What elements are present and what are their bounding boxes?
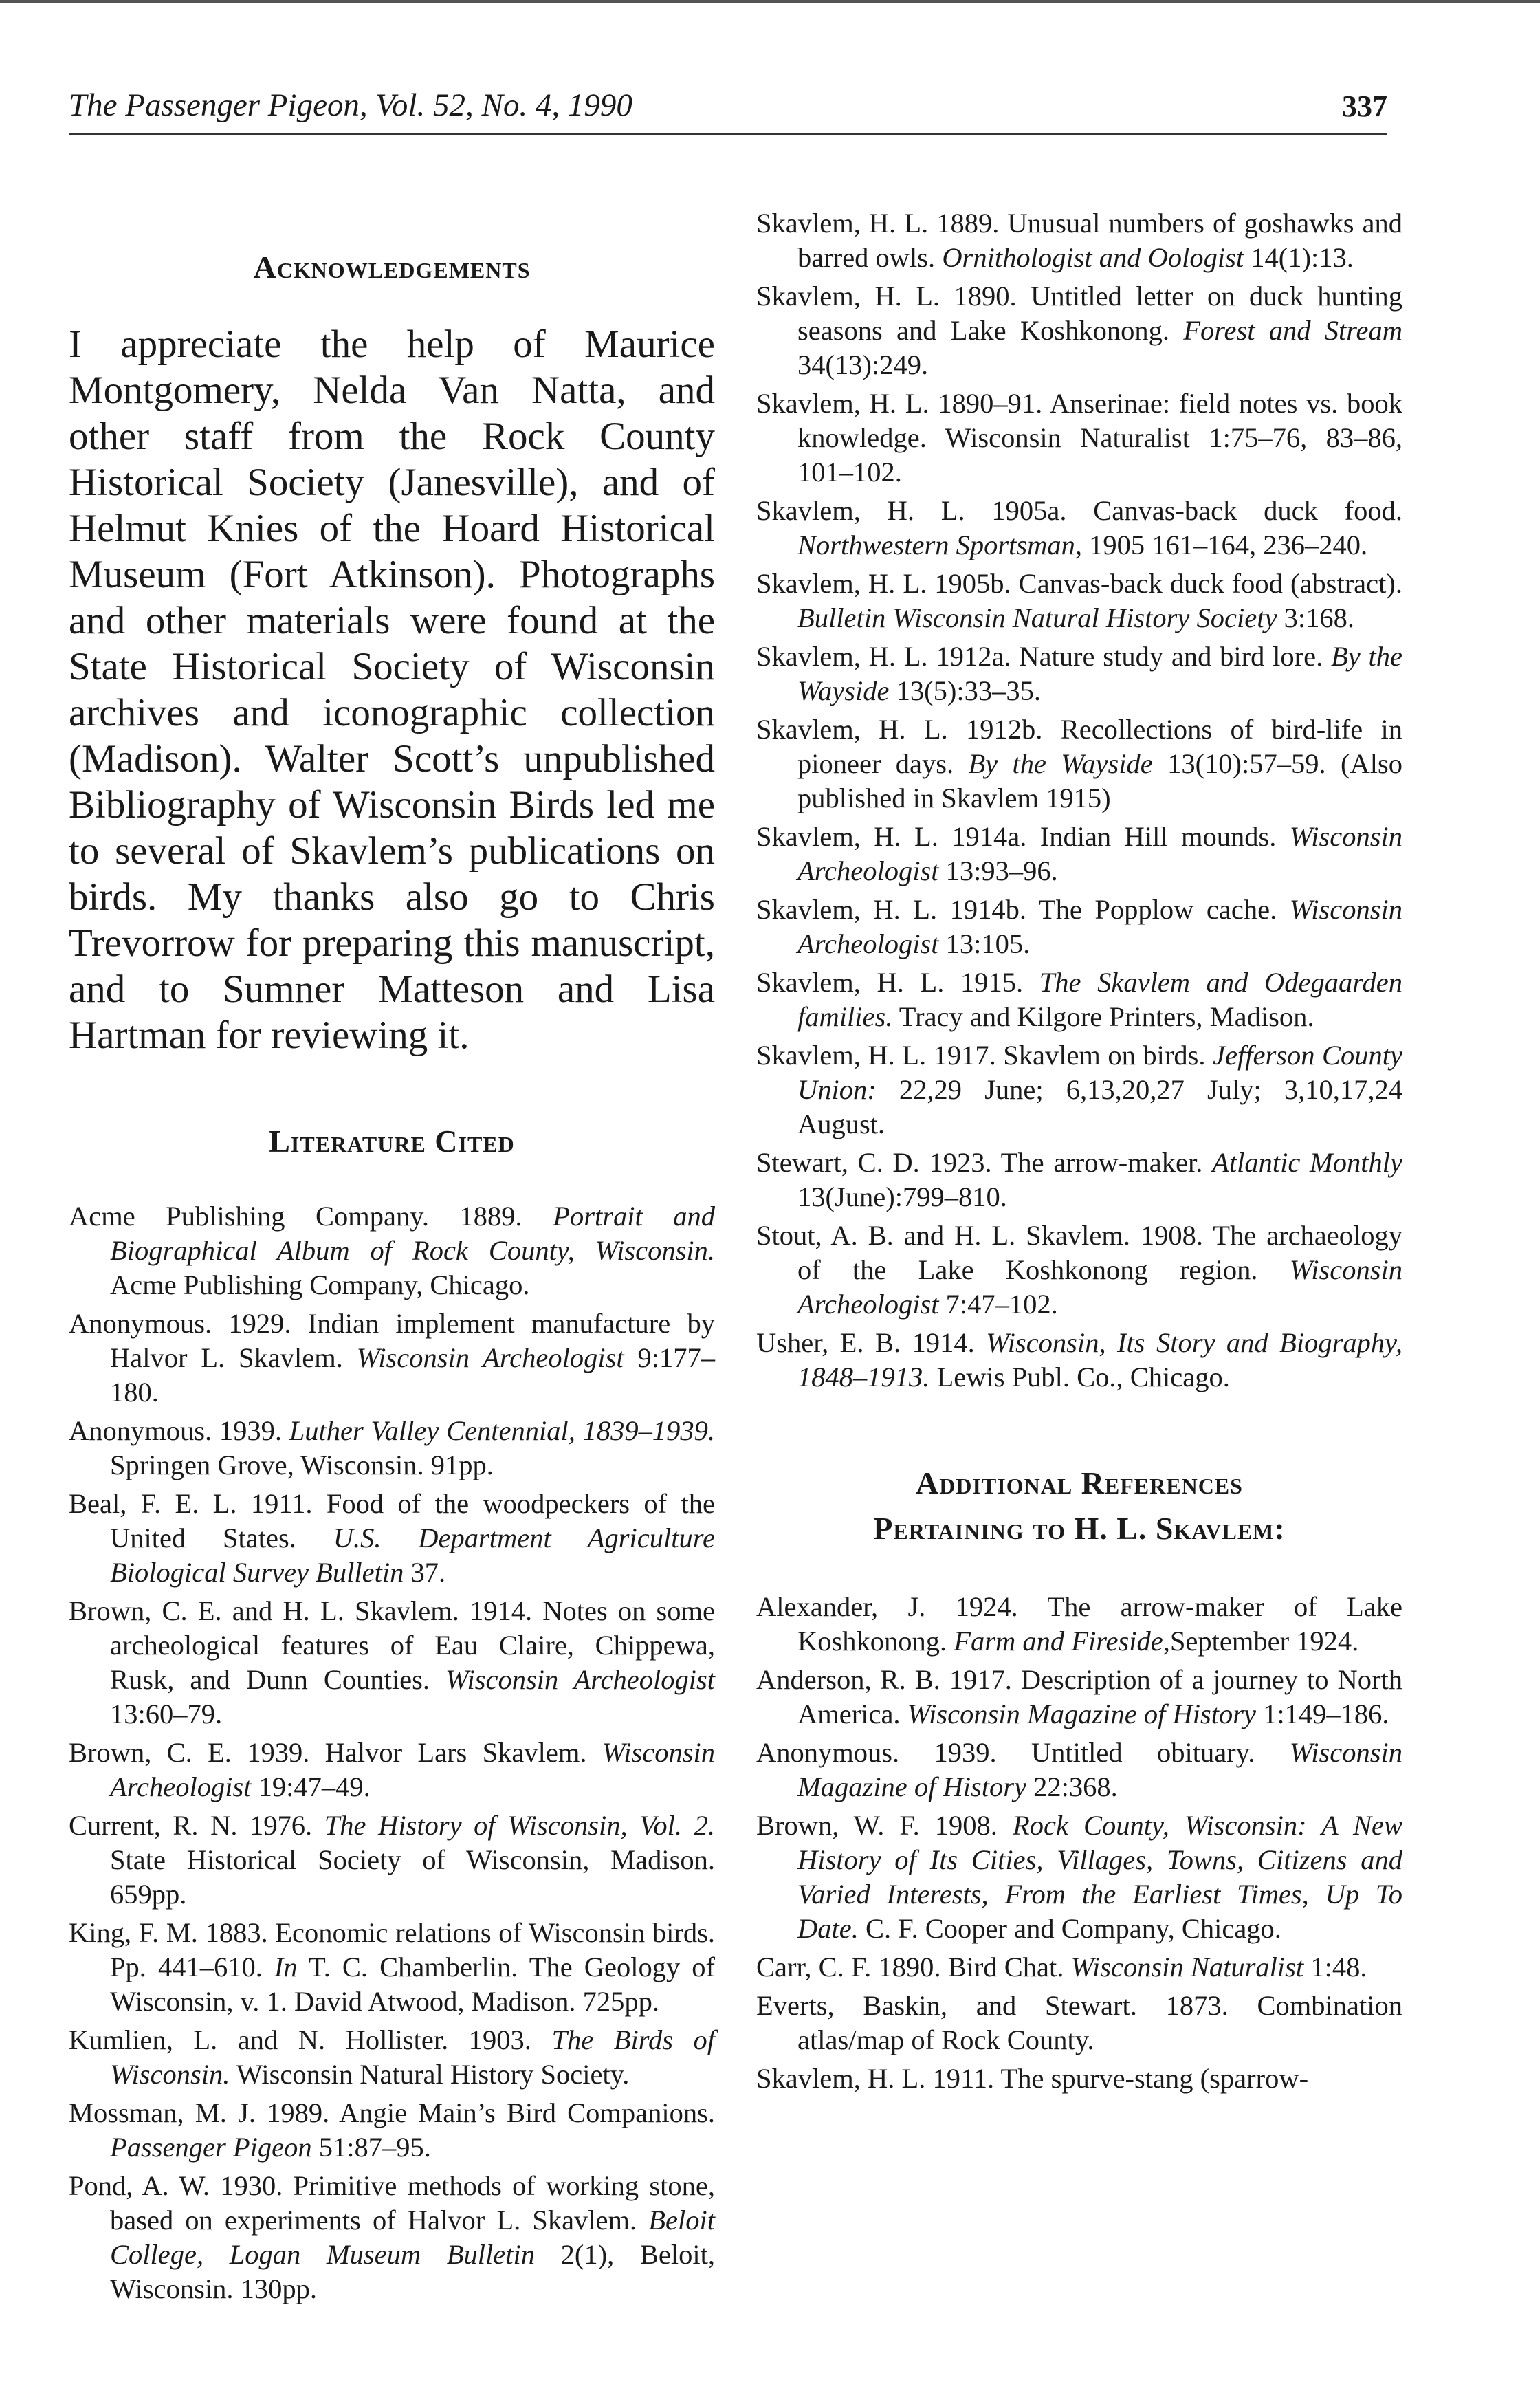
reference-post: Springen Grove, Wisconsin. 91pp. — [110, 1450, 494, 1480]
reference-pre: Usher, E. B. 1914. — [756, 1327, 987, 1358]
reference-entry — [69, 2023, 715, 2092]
reference-title: By the Wayside — [798, 641, 1402, 706]
reference-title: Atlantic Monthly — [1212, 1147, 1402, 1178]
reference-post: Wisconsin Natural History Society. — [230, 2059, 630, 2090]
reference-pre: Brown, C. E. 1939. Halvor Lars Skavlem. — [69, 1737, 602, 1768]
reference-entry — [756, 965, 1402, 1034]
reference-entry — [756, 640, 1402, 708]
reference-post: 3:168. — [1277, 602, 1354, 633]
reference-pre: Skavlem, H. L. 1905a. Canvas-back duck food. — [756, 495, 1402, 526]
reference-title: Beloit College, Logan Museum Bulletin — [110, 2205, 715, 2270]
reference-title: Wisconsin Naturalist — [1070, 1952, 1304, 1982]
reference-post: 13(5):33–35. — [889, 675, 1041, 706]
reference-pre: Carr, C. F. 1890. Bird Chat. — [756, 1952, 1071, 1982]
reference-pre: Beal, F. E. L. 1911. Food of the woodpeckers of the United States. — [69, 1488, 715, 1553]
reference-title: Wisconsin Magazine of History — [798, 1737, 1402, 1802]
reference-post: 13:60–79. — [110, 1698, 223, 1729]
reference-entry — [756, 2062, 1402, 2096]
reference-post: C. F. Cooper and Company, Chicago. — [858, 1913, 1282, 1944]
reference-post: 14(1):13. — [1244, 242, 1354, 273]
reference-title: Rock County, Wisconsin: A New History of Its Cities, Villages, Towns, Citizens and Varied Interests, From the Earliest Times, Up To Date. — [798, 1810, 1402, 1944]
reference-entry — [69, 2169, 715, 2306]
literature-cited-list-part1 — [69, 1199, 715, 2306]
reference-entry — [69, 2096, 715, 2165]
reference-entry — [756, 1950, 1402, 1985]
reference-post: 1:149–186. — [1256, 1698, 1389, 1729]
reference-title: Portrait and Biographical Album of Rock County, Wisconsin. — [110, 1201, 715, 1266]
reference-pre: Skavlem, H. L. 1905b. Canvas-back duck food (abstract). — [756, 568, 1402, 599]
literature-cited-heading: Literature Cited — [269, 1124, 515, 1159]
top-scan-edge — [0, 0, 1540, 3]
reference-pre: Stout, A. B. and H. L. Skavlem. 1908. The archaeology of the Lake Koshkonong region. — [756, 1220, 1402, 1285]
reference-pre: Skavlem, H. L. 1914a. Indian Hill mounds. — [756, 821, 1290, 852]
reference-post: 13:93–96. — [938, 855, 1058, 886]
right-column — [756, 206, 1402, 2100]
reference-pre: Mossman, M. J. 1989. Angie Main’s Bird Companions. — [69, 2097, 715, 2128]
additional-references-heading-line2: Pertaining to H. L. Skavlem: — [873, 1511, 1286, 1546]
reference-entry — [756, 279, 1402, 382]
reference-entry — [756, 1736, 1402, 1804]
reference-post: 22:368. — [1026, 1771, 1118, 1802]
reference-entry — [69, 1487, 715, 1590]
reference-title: Luther Valley Centennial, 1839–1939. — [289, 1415, 715, 1446]
reference-post: 9:177–180. — [110, 1342, 715, 1408]
running-header — [69, 84, 1387, 135]
reference-pre: Everts, Baskin, and Stewart. 1873. Combination atlas/map of Rock County. — [756, 1990, 1402, 2055]
reference-title: The Skavlem and Odegaarden families. — [798, 967, 1403, 1032]
reference-pre: Skavlem, H. L. 1914b. The Popplow cache. — [756, 894, 1290, 925]
reference-entry — [756, 1809, 1402, 1946]
reference-post: 19:47–49. — [251, 1771, 371, 1802]
reference-title: Wisconsin Archeologist — [798, 1254, 1402, 1320]
reference-entry — [756, 1326, 1402, 1395]
reference-entry — [756, 206, 1402, 275]
literature-cited-list-part2 — [756, 206, 1402, 1395]
reference-entry — [69, 1594, 715, 1731]
reference-pre: Anderson, R. B. 1917. Description of a journey to North America. — [756, 1664, 1402, 1729]
acknowledgements-heading: Acknowledgements — [253, 250, 531, 285]
reference-pre: Kumlien, L. and N. Hollister. 1903. — [69, 2024, 552, 2055]
journal-citation: The Passenger Pigeon, Vol. 52, No. 4, 1990 — [69, 87, 632, 123]
reference-entry — [69, 1736, 715, 1804]
reference-title: In — [274, 1952, 298, 1982]
page-number: 337 — [1342, 89, 1387, 123]
reference-entry — [756, 1038, 1402, 1141]
reference-entry — [756, 1989, 1402, 2057]
reference-pre: Stewart, C. D. 1923. The arrow-maker. — [756, 1147, 1213, 1178]
reference-post: 34(13):249. — [798, 349, 929, 380]
reference-entry — [69, 1414, 715, 1483]
reference-title: The Birds of Wisconsin. — [110, 2024, 715, 2090]
additional-references-heading — [756, 1461, 1402, 1551]
reference-pre: Anonymous. 1939. — [69, 1415, 289, 1446]
reference-pre: Skavlem, H. L. 1890–91. Anserinae: field notes vs. book knowledge. Wisconsin Naturalist 1:75–76, 83–86, 101–102. — [756, 388, 1402, 488]
reference-entry — [69, 1916, 715, 2019]
reference-pre: Skavlem, H. L. 1915. — [756, 967, 1040, 998]
reference-title: Wisconsin Archeologist — [798, 894, 1402, 959]
reference-title: Ornithologist and Oologist — [942, 242, 1244, 273]
reference-pre: Pond, A. W. 1930. Primitive methods of working stone, based on experiments of Halvor L. Skavlem. — [69, 2170, 715, 2236]
reference-post: 7:47–102. — [938, 1289, 1058, 1320]
reference-entry — [756, 712, 1402, 816]
reference-title: Bulletin Wisconsin Natural History Society — [798, 602, 1277, 633]
reference-pre: Skavlem, H. L. 1911. The spurve-stang (sparrow- — [756, 2063, 1309, 2094]
reference-entry — [756, 567, 1402, 635]
reference-post: 13(10):57–59. (Also published in Skavlem 1915) — [798, 748, 1402, 813]
reference-pre: Skavlem, H. L. 1912a. Nature study and bird lore. — [756, 641, 1332, 672]
reference-pre: Acme Publishing Company. 1889. — [69, 1201, 553, 1232]
reference-title: Forest and Stream — [1183, 315, 1402, 346]
reference-pre: King, F. M. 1883. Economic relations of Wisconsin birds. Pp. 441–610. — [69, 1917, 715, 1982]
reference-title: Passenger Pigeon — [110, 2132, 312, 2163]
reference-entry — [69, 1307, 715, 1410]
additional-references-list — [756, 1590, 1402, 2096]
reference-title: Wisconsin Archeologist — [110, 1737, 715, 1802]
reference-entry — [756, 1663, 1402, 1731]
reference-pre: Skavlem, H. L. 1917. Skavlem on birds. — [756, 1040, 1213, 1071]
reference-title: The History of Wisconsin, Vol. 2. — [324, 1810, 715, 1841]
reference-entry — [756, 494, 1402, 562]
reference-entry — [756, 893, 1402, 961]
reference-pre: Current, R. N. 1976. — [69, 1810, 324, 1841]
left-column — [69, 206, 715, 2310]
reference-post: Lewis Publ. Co., Chicago. — [930, 1362, 1230, 1392]
reference-entry — [69, 1809, 715, 1912]
reference-post: T. C. Chamberlin. The Geology of Wisconsin, v. 1. David Atwood, Madison. 725pp. — [110, 1952, 716, 2017]
reference-entry — [756, 1219, 1402, 1322]
reference-entry — [756, 386, 1402, 490]
reference-title: Wisconsin Archeologist — [356, 1342, 624, 1373]
reference-title: By the Wayside — [968, 748, 1153, 779]
reference-title: Wisconsin Magazine of History — [907, 1698, 1257, 1729]
reference-post: 51:87–95. — [311, 2132, 431, 2163]
reference-post: Tracy and Kilgore Printers, Madison. — [892, 1001, 1314, 1032]
reference-pre: Skavlem, H. L. 1890. Untitled letter on duck hunting seasons and Lake Koshkonong. — [756, 281, 1402, 346]
reference-pre: Skavlem, H. L. 1889. Unusual numbers of goshawks and barred owls. — [756, 208, 1402, 273]
acknowledgements-text: I appreciate the help of Maurice Montgomery, Nelda Van Natta, and other staff from the Rock County Historical Society (Janesville), and of Helmut Knies of the Hoard Historical Museum (Fort Atkinson). Photographs and other materials were found at the State Historical Society of Wisconsin archives and iconographic collection (Madison). Walter Scott’s unpublished Bibliography of Wisconsin Birds led me to several of Skavlem’s publications on birds. My thanks also go to Chris Trevorrow for preparing this manuscript, and to Sumner Matteson and Lisa Hartman for reviewing it. — [69, 323, 715, 1057]
additional-references-heading-line1: Additional References — [916, 1465, 1243, 1500]
reference-pre: Brown, C. E. and H. L. Skavlem. 1914. Notes on some archeological features of Eau Claire, Chippewa, Rusk, and Dunn Counties. — [69, 1595, 715, 1695]
reference-post: September 1924. — [1169, 1626, 1359, 1657]
reference-title: Wisconsin, Its Story and Biography, 1848–1913. — [798, 1327, 1402, 1392]
reference-entry — [756, 820, 1402, 888]
reference-post: 13(June):799–810. — [798, 1181, 1007, 1212]
reference-title: U.S. Department Agriculture Biological Survey Bulletin — [110, 1522, 715, 1588]
reference-entry — [756, 1590, 1402, 1659]
reference-pre: Brown, W. F. 1908. — [756, 1810, 1013, 1841]
reference-post: 22,29 June; 6,13,20,27 July; 3,10,17,24 August. — [798, 1074, 1402, 1139]
reference-pre: Alexander, J. 1924. The arrow-maker of Lake Koshkonong. — [756, 1591, 1402, 1657]
reference-post: 1:48. — [1304, 1952, 1367, 1982]
reference-pre: Anonymous. 1939. Untitled obituary. — [756, 1737, 1290, 1768]
reference-title: Wisconsin Archeologist — [446, 1664, 715, 1695]
reference-post: State Historical Society of Wisconsin, Madison. 659pp. — [110, 1844, 715, 1910]
reference-title: Northwestern Sportsman, — [798, 529, 1083, 560]
reference-post: 2(1), Beloit, Wisconsin. 130pp. — [110, 2239, 715, 2304]
reference-title: Farm and Fireside, — [954, 1626, 1170, 1657]
reference-post: Acme Publishing Company, Chicago. — [110, 1269, 530, 1300]
reference-entry — [756, 1146, 1402, 1214]
reference-post: 13:105. — [938, 928, 1031, 959]
reference-pre: Skavlem, H. L. 1912b. Recollections of bird-life in pioneer days. — [756, 714, 1402, 779]
reference-title: Jefferson County Union: — [798, 1040, 1402, 1105]
reference-pre: Anonymous. 1929. Indian implement manufacture by Halvor L. Skavlem. — [69, 1308, 715, 1373]
reference-title: Wisconsin Archeologist — [798, 821, 1402, 886]
reference-post: 1905 161–164, 236–240. — [1082, 529, 1368, 560]
reference-entry — [69, 1199, 715, 1302]
reference-post: 37. — [404, 1557, 446, 1588]
